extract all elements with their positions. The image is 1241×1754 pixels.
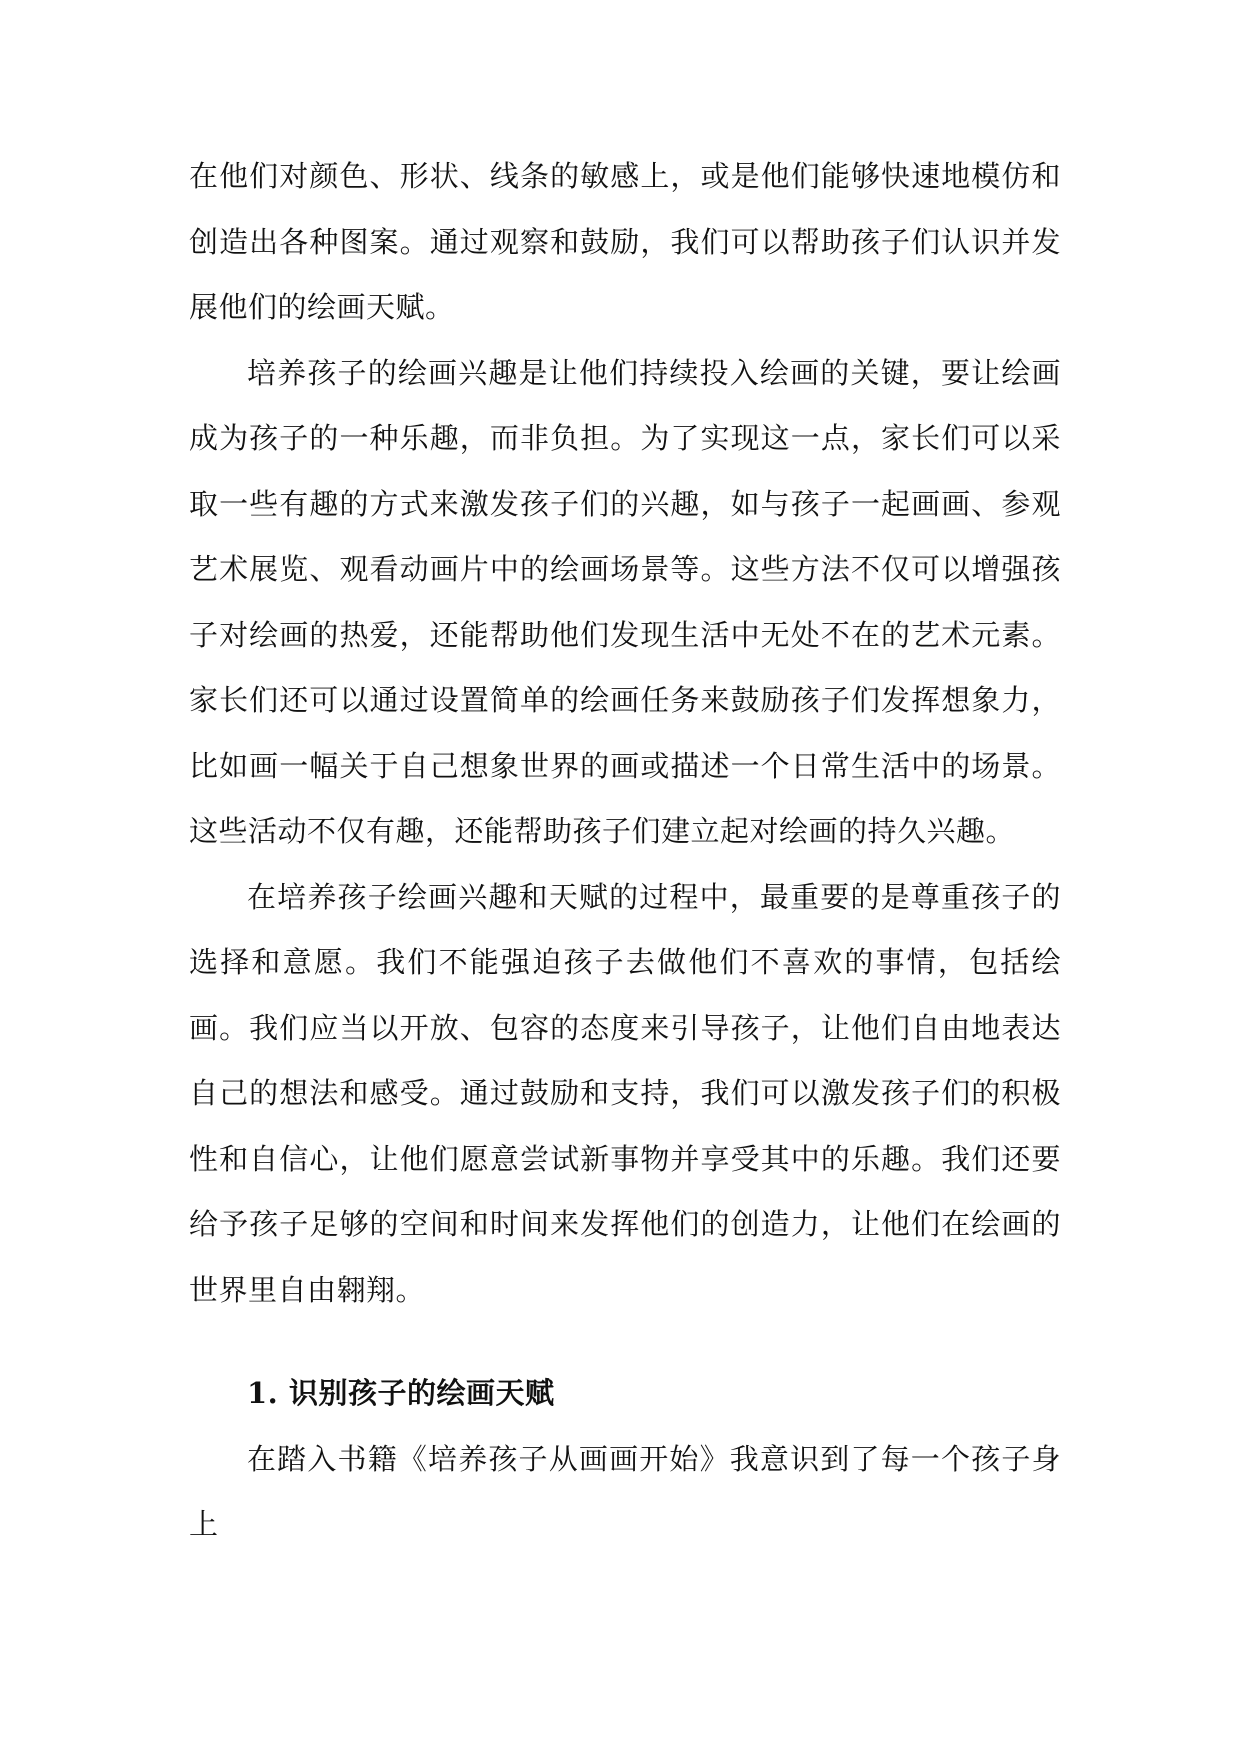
section-title: 识别孩子的绘画天赋 — [289, 1376, 555, 1410]
section-number: 1. — [247, 1376, 279, 1410]
document-body — [189, 144, 1061, 1558]
paragraph-book-intro: 在踏入书籍《培养孩子从画画开始》我意识到了每一个孩子身上 — [189, 1441, 1061, 1541]
section-heading — [189, 1361, 1061, 1427]
paragraph-drawing-interest: 培养孩子的绘画兴趣是让他们持续投入绘画的关键，要让绘画成为孩子的一种乐趣，而非负担。为了实现这一点，家长们可以采取一些有趣的方式来激发孩子们的兴趣，如与孩子一起画画、参观艺术展览、观看动画片中的绘画场景等。这些方法不仅可以增强孩子对绘画的热爱，还能帮助他们发现生活中无处不在的艺术元素。家长们还可以通过设置简单的绘画任务来鼓励孩子们发挥想象力，比如画一幅关于自己想象世界的画或描述一个日常生活中的场景。这些活动不仅有趣，还能帮助孩子们建立起对绘画的持久兴趣。 — [189, 355, 1061, 848]
paragraph-respect-choice: 在培养孩子绘画兴趣和天赋的过程中，最重要的是尊重孩子的选择和意愿。我们不能强迫孩子去做他们不喜欢的事情，包括绘画。我们应当以开放、包容的态度来引导孩子，让他们自由地表达自己的想法和感受。通过鼓励和支持，我们可以激发孩子们的积极性和自信心，让他们愿意尝试新事物并享受其中的乐趣。我们还要给予孩子足够的空间和时间来发挥他们的创造力，让他们在绘画的世界里自由翱翔。 — [189, 879, 1061, 1307]
paragraph-continuation: 在他们对颜色、形状、线条的敏感上，或是他们能够快速地模仿和创造出各种图案。通过观察和鼓励，我们可以帮助孩子们认识并发展他们的绘画天赋。 — [189, 159, 1061, 324]
